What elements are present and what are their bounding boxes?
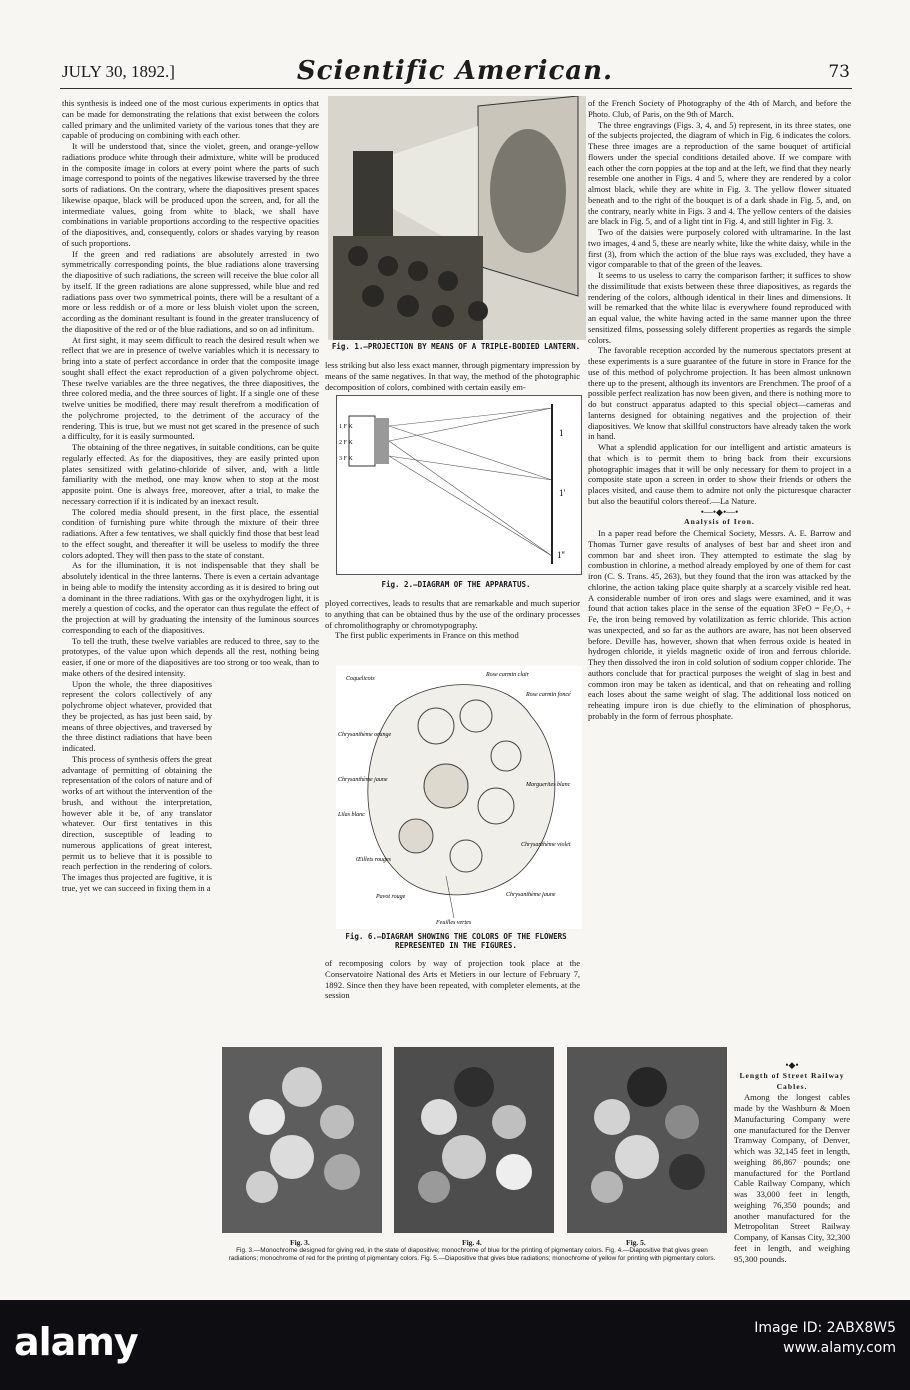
label-rose-carmin-fonce: Rose carmin foncé [526,692,571,698]
plates-caption: Fig. 3.—Monochrome designed for giving red, in the state of diapositive; monochrome of blue for the printing of pigmentary colors. Fig. 4.—Diapositive that gives green radiations; monochrome of red for the printing of pigmentary colors. Fig. 5.—Diapositive that gives blue radiations; monochrome of yellow for printing with pigmentary colors. [228,1247,716,1262]
paragraph: It will be understood that, since the violet, green, and orange-yellow radiations produce white through their admixture, white will be produced in the composite image in colors at every point where the parts of such image correspond to points of the negatives likewise traversed by the three sorts of radiations. On the contrary, where the diapositives present spaces likewise opaque, black will be produced upon the screen, and, for all the intermediate values, going from white to black, we shall have combinations in variable proportions according to the respective opacities of the diapositives, and, consequently, colors or shades varying by reason of such proportions. [62,141,319,248]
page-number: 73 [828,62,850,82]
fig4-label: Fig. 4. [462,1238,482,1247]
paragraph: At first sight, it may seem difficult to reach the desired result when we reflect that we are in presence of twelve variables which it is necessary to bring into a state of perfect accordance in order that the composite image sought shall effect the exact reproduction of a given polychrome object. These twelve variables are the three negatives, the three diapositives, the three colored media, and the three sources of light. If a single one of these twelve unities be modified, there may result therefrom a modification of the polychrome projected, to the detriment of the accuracy of the rendering. This is true, but we must not get scared in the presence of such a difficulty, for it is easily surmounted. [62,334,319,442]
iron-heading: Analysis of Iron. [684,517,755,527]
paragraph: The first public experiments in France on this method [335,630,519,641]
paragraph: To tell the truth, these twelve variables are reduced to three, say to the prototypes, of the value upon which depends all the rest, nothing being easier, if one or more of the diapositives are too strong or too weak, than to make others of the desired intensity. [62,635,319,678]
paragraph: of recomposing colors by way of projection took place at the Conservatoire National des Arts et Metiers in our lecture of February 7, 1892. Since then they have been repeated, with completer elements, at the session [325,958,580,1001]
label-pavot-rouge: Pavot rouge [376,894,406,900]
fig6-flower-color-diagram [336,666,582,929]
fig1-caption: Fig. 1.—PROJECTION BY MEANS OF A TRIPLE-BODIED LANTERN. [331,342,581,351]
paragraph: It seems to us useless to carry the comparison farther; it suffices to show the dissimilitude that exists between these three diapositives, as regards the rendering of the colors, although identical in their lines and dimensions. It will be remarked that the white lilac is everywhere found reproduced with an equal value, the white having acted in the same manner upon the three sensitized films, possessing solely different properties as regards the simple colors. [588,270,851,345]
issue-date: JULY 30, 1892.] [62,62,175,81]
header-rule [60,88,852,89]
column-1 [62,98,319,894]
label-chrysantheme-jaune-2: Chrysanthème jaune [506,892,556,898]
label-chrysantheme-jaune: Chrysanthème jaune [338,777,388,783]
cables-article [734,1060,850,1264]
label-rose-carmin-clair: Rose carmin clair [486,672,529,678]
lantern-projection-illustration [328,96,586,340]
masthead-title: Scientific American. [296,56,614,86]
paragraph: The three engravings (Figs. 3, 4, and 5) represent, in its three states, one of the subjects projected, the diagram of which in Fig. 6 indicates the colors. These three images are a reproduction of the same bouquet of artificial flowers under the special conditions detailed above. If we compare with each other the corn poppies at the top and at the left, we find that they nearly resemble one another in Figs. 4 and 5, where they are rendered by a color almost black, while they are white in Fig. 3. The yellow flower situated beneath and to the right of the bouquet is of a dark shade in Fig. 5, and, on the contrary, nearly white in Figs. 3 and 4. The yellow centers of the daisies are black in Fig. 5, and of a light tint in Fig. 4, and still lighter in Fig. 3. [588,119,851,227]
paragraph: The colored media should present, in the first place, the essential condition of furnishing pure white through the mixture of their three radiations. After a few tentatives, we shall quickly find those that best lead to the effect sought, and thereafter it will be useless to modify the three colors adopted. They will then pass to the state of constant. [62,506,319,560]
paragraph: less striking but also less exact manner, through pigmentary impression by means of the same negatives. In that way, the method of the photographic decomposition of colors, combined with certain easily em- [325,360,580,392]
column-2-mid [325,598,580,641]
column-2-top [325,360,580,392]
fig6-caption: Fig. 6.—DIAGRAM SHOWING THE COLORS OF THE FLOWERS REPRESENTED IN THE FIGURES. [345,932,567,950]
paragraph: Among the longest cables made by the Washburn & Moen Manufacturing Company were one manufactured for the Denver Tramway Company, of Denver, which was 32,145 feet in length, weighing 86,867 pounds; one manufactured for the Portland Cable Railway Company, which was 33,000 feet in length, weighing 76,350 pounds; and another manufactured for the Metropolitan Street Railway Company, of Kansas City, 32,300 feet in length, and weighing 95,300 pounds. [734,1092,850,1264]
label-marguerites: Marguerites blanc [526,782,571,788]
flower-bouquet-image [567,1047,727,1233]
label-lilas-blanc: Lilas blanc [338,812,365,818]
paragraph: If the green and red radiations are absolutely arrested in two symmetrically corresponding points, the blue radiations alone traversing the diapositive of such radiations, the screen will receive the blue color all by itself. If the green radiations are alone suppressed, while blue and red radiations pass over two symmetrical points, there will be a resultant of a more or less reddish or of a more or less bluish violet upon the screen, according as the dominant resultant is found in the greater translucency of the diapositive of the red or of the blue radiations, and so on ad infinitum. [62,248,319,334]
cables-heading: Length of Street Railway Cables. [739,1070,845,1091]
section-ornament: •—•◆•—• [700,506,739,517]
plate-fig3 [222,1047,382,1233]
paragraph: Upon the whole, the three diapositives represent the colors collectively of any polychrome object whatever, provided that they be projected, as has just been said, by means of three objectives, and traversed by the three distinct radiations that have been indicated. [62,678,212,753]
label-coquelicots: Coquelicots [346,676,375,682]
label-oeillets-rouges: Œillets rouges [356,857,391,863]
apparatus-diagram-svg [337,396,581,574]
label-1-double-prime: 1'' [557,550,565,560]
paragraph: of the French Society of Photography of the 4th of March, and before the Photo. Club, of Paris, on the 9th of March. [588,98,851,119]
paragraph: This process of synthesis offers the great advantage of permitting of obtaining the representation of the colors of nature and of works of art without the intervention of the brush, and without the interpretation, however able it be, of any translator whatever. Our first tentatives in this direction, susceptible of leading to numerous applications of great interest, permit us to believe that it is possible to reach perfection in the rendering of colors. The images thus projected are fugitive, it is true, yet we can succeed in fixing them in a [62,753,212,893]
label-1: 1 [559,428,564,438]
label-1-prime: 1' [559,488,566,498]
column-2-bottom [325,958,580,1001]
fig3-label: Fig. 3. [290,1238,310,1247]
label-chrysantheme-violet: Chrysanthème violet [521,842,571,848]
fig2-apparatus-diagram [336,395,582,575]
label-chrysantheme-orange: Chrysanthème orange [338,732,392,738]
fig1-engraving [328,96,586,340]
plates-figs-3-5 [222,1047,727,1233]
label-feuilles-vertes: Feuilles vertes [436,920,472,926]
paragraph: ployed correctives, leads to results that are remarkable and much superior to anything that can be obtained thus by the use of the ordinary processes of chromolithography or chromotypography. [325,598,580,630]
flower-bouquet-image [394,1047,554,1233]
flower-bouquet-image [222,1047,382,1233]
plate-fig5 [567,1047,727,1233]
fig2-caption: Fig. 2.—DIAGRAM OF THE APPARATUS. [381,580,531,589]
flower-diagram-svg [336,666,582,929]
paragraph: Two of the daisies were purposely colored with ultramarine. In the last two images, 4 and 5, these are nearly white, like the white daisy, while in the first (3), from which the action of the blue rays was excluded, they have a vigor comparable to that of the green of the leaves. [588,227,851,270]
label-2fk: 2 F K [339,440,353,446]
paragraph: The favorable reception accorded by the numerous spectators present at these experiments is a sure guarantee of the future in store in France for the use of this method of polychrome projection. It has been almost unknown there up to the present, although its inventors are Frenchmen. The proof of a possible perfect realization has now been given, and there is nothing more to do but construct apparatus adapted to this special object—cameras and lanterns designed for obtaining negatives and the projection of their diapositives. We know that skillful constructors have already taken the work in hand. [588,345,851,442]
paragraph: As for the illumination, it is not indispensable that they shall be absolutely identical in the three lanterns. There is even a certain advantage in being able to modify the intensity according as it is desired to bring out a dominant in the three radiations. With gas or the oxyhydrogen light, it is merely a question of cocks, and the operator can thus regulate the effect of the projection at will by graduating the intensity of the luminous sources corresponding to each of the diapositives. [62,560,319,635]
section-ornament: •◆• [785,1060,799,1070]
paragraph: In a paper read before the Chemical Society, Messrs. A. E. Barrow and Thomas Turner gave results of analyses of best bar and sheet iron and common bar and sheet iron. They attempted to estimate the slag by combustion in chlorine, a method already employed by one of them for cast iron (C. S. Trans. 45, 263), but they found that the iron was attacked by the chlorine, the action taking place quite sharply at a scarcely visible red heat. A considerable number of iron ores and slags were examined, and it was found that action takes place in the sense of the equation 3FeO = Fe₂O₃ + Fe, the iron being removed by volatilization as ferric chloride. This action was unexpected, and so far as the authors are aware, has not been observed before. Deville has, however, shown that when ferrous oxide is heated in hydrogen chloride, it yields magnetic oxide of iron and ferrous chloride. They then dissolved the iron in cold solution of sodium copper chloride. The authors conclude that for practical purposes the weight of slag in best and common iron may be taken as identical, and that on reheating and rolling each loses about the same weight of slag. The additional loss noticed on reheating impure iron is due chiefly to the elimination of phosphorus, probably in the form of ferrous phosphate. [588,528,851,721]
label-3fk: 3 F K [339,456,353,462]
stock-watermark-banner [0,1300,910,1390]
label-1fk: 1 F K [339,424,353,430]
site-url: www.alamy.com [783,1340,896,1356]
image-id-block [754,1318,896,1358]
paragraph: The obtaining of the three negatives, in suitable conditions, can be quite regularly effected. As for the diapositives, they are easily printed upon plates sensitized with gelatino-chloride of silver, and, with a little familiarity with the method, one may know when to stop at the most apposite point. One is always free, moreover, after a trial, to make the necessary correction if it is indicated by an inexact result. [62,442,319,506]
column-3 [588,98,851,722]
alamy-logo: alamy [14,1320,138,1364]
paragraph: What a splendid application for our intelligent and artistic amateurs is that which is to permit them to bring back from their excursions photographic images that it will be only necessary for them to project in a composite state upon a screen in order to show their friends or others the places visited, and cause them to admire not only the picturesque character but also the beautiful colors thereof.—La Nature. [588,442,851,506]
fig5-label: Fig. 5. [626,1238,646,1247]
paragraph: this synthesis is indeed one of the most curious experiments in optics that can be made for demonstrating the relations that exist between the colors called primary and the unlimited variety of the various tones that they are capable of producing on combining with each other. [62,98,319,141]
plate-fig4 [394,1047,554,1233]
image-id: Image ID: 2ABX8W5 [754,1320,896,1336]
